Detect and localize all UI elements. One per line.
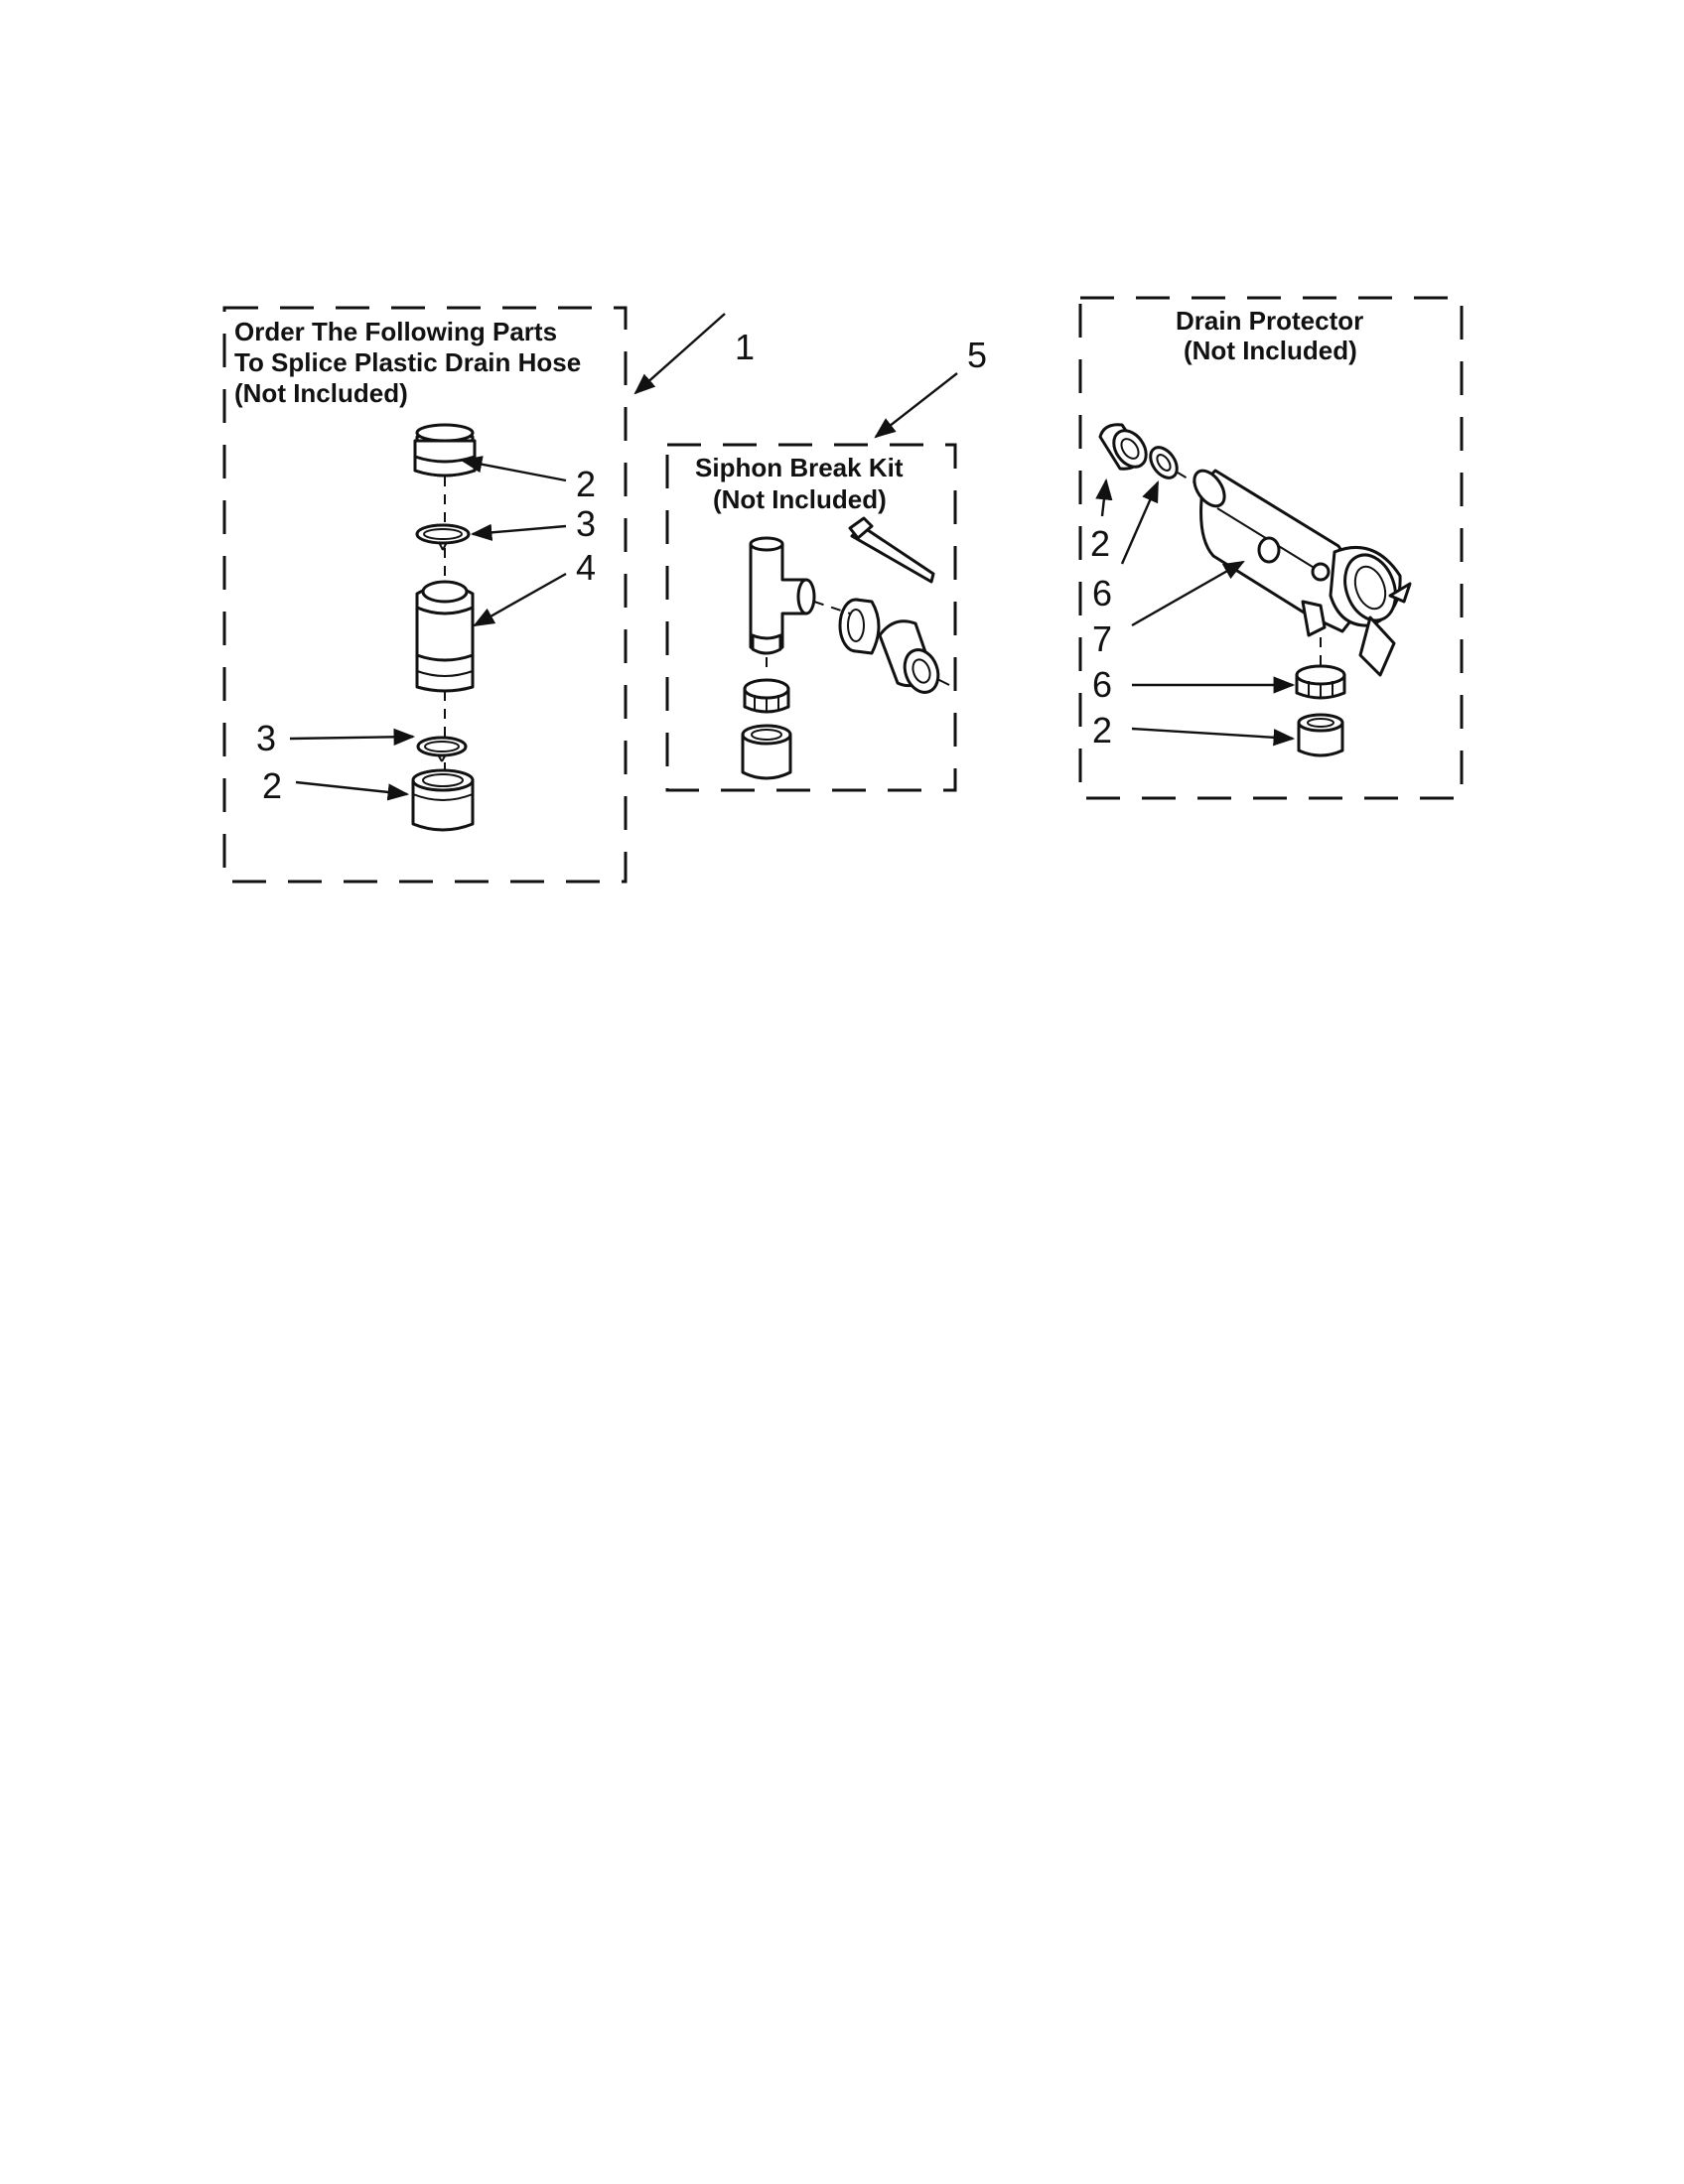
splice-title-line-3: (Not Included) — [234, 378, 408, 408]
label-4-splice: 4 — [576, 547, 597, 588]
label-3-splice-top: 3 — [576, 503, 597, 544]
label-6-drain-bottom: 6 — [1092, 664, 1113, 705]
siphon-title-line-2: (Not Included) — [713, 484, 887, 514]
splice-clamp-top — [417, 525, 469, 550]
siphon-connector-right — [880, 621, 949, 697]
label-4-splice-arrow — [475, 574, 566, 625]
label-2-splice-top: 2 — [576, 464, 597, 504]
callout-5: 5 — [967, 335, 988, 375]
siphon-ring-bottom — [745, 680, 788, 713]
label-2-splice-top-arrow — [463, 461, 566, 480]
splice-panel — [224, 308, 755, 882]
splice-title-line-2: To Splice Plastic Drain Hose — [234, 347, 582, 377]
siphon-tie-strap — [850, 518, 933, 582]
callout-1: 1 — [735, 327, 756, 367]
callout-1-arrow — [635, 314, 725, 393]
siphon-title-line-1: Siphon Break Kit — [695, 453, 904, 482]
drain-title-line-1: Drain Protector — [1176, 306, 1364, 336]
label-2-drain-bottom: 2 — [1092, 710, 1113, 751]
siphon-ring-right — [840, 600, 879, 653]
siphon-panel — [667, 335, 987, 790]
label-2-drain-top: 2 — [1090, 523, 1111, 564]
callout-5-arrow — [876, 373, 957, 437]
label-7-drain: 7 — [1092, 618, 1113, 659]
label-3-splice-top-arrow — [473, 526, 566, 534]
label-2-drain-top-arrow — [1102, 480, 1106, 516]
label-3-splice-bottom-arrow — [290, 737, 413, 739]
label-2-drain-bottom-arrow — [1132, 729, 1293, 739]
drain-connector-top — [1100, 425, 1153, 474]
label-7-drain-arrow — [1132, 562, 1243, 625]
label-3-splice-bottom: 3 — [256, 718, 277, 758]
drain-ring-top — [1145, 443, 1183, 482]
splice-clamp-bottom — [418, 738, 466, 761]
label-6-drain-top-arrow — [1122, 482, 1158, 564]
splice-coupling — [417, 582, 473, 691]
siphon-tee-fitting — [751, 538, 814, 653]
label-2-splice-bottom: 2 — [262, 765, 283, 806]
drain-title-line-2: (Not Included) — [1184, 336, 1357, 365]
label-6-drain-top: 6 — [1092, 573, 1113, 614]
splice-connector-bottom — [413, 770, 473, 830]
drain-protector-body — [1189, 466, 1410, 675]
splice-connector-top — [415, 425, 475, 476]
drain-ring-bottom — [1297, 666, 1344, 699]
siphon-connector-bottom — [743, 726, 790, 778]
splice-title-line-1: Order The Following Parts — [234, 317, 558, 346]
label-2-splice-bottom-arrow — [296, 782, 407, 794]
drain-panel — [1080, 298, 1462, 798]
drain-connector-bottom — [1299, 715, 1342, 755]
